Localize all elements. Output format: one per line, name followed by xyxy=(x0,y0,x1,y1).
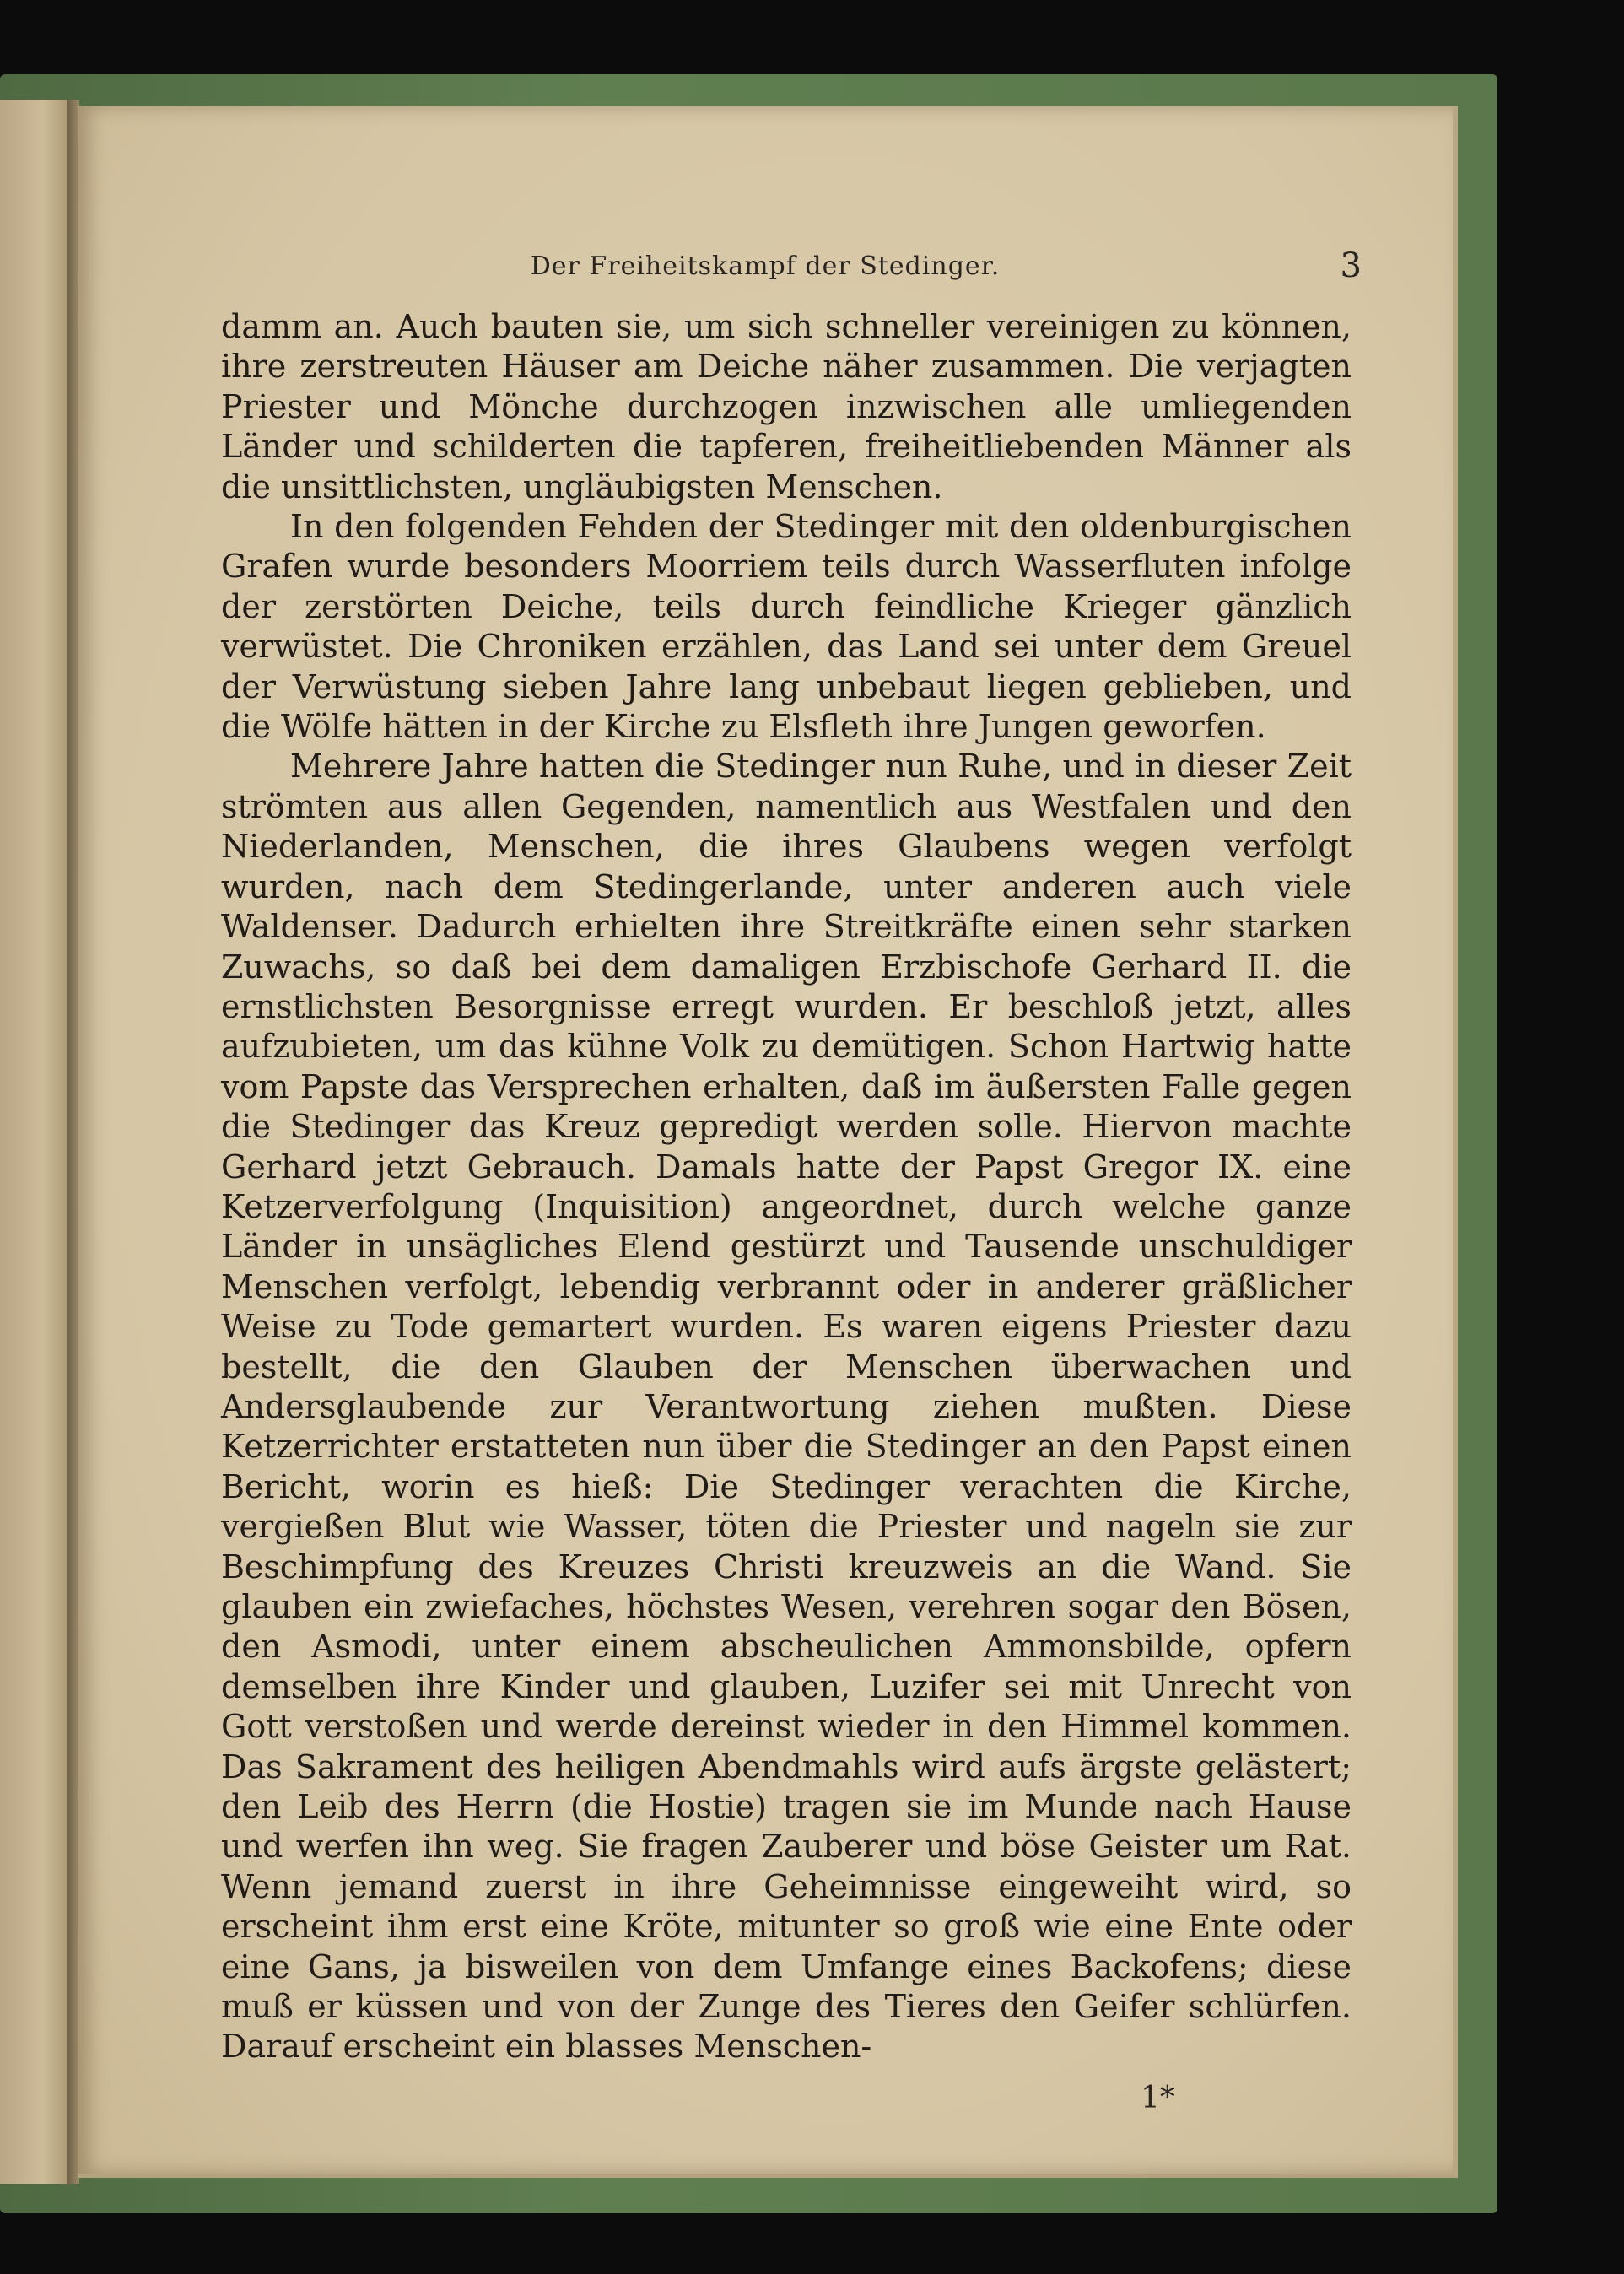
running-title: Der Freiheitskampf der Stedinger. xyxy=(530,251,1001,281)
paragraph-3: Mehrere Jahre hatten die Stedinger nun Ruhe, und in dieser Zeit strömten aus allen Gegenden, namentlich aus Westfalen und den Niederlanden, Menschen, die ihres Glaubens wegen verfolgt wurden, nach dem Stedingerlande, unter anderen auch viele Waldenser. Dadurch erhielten ihre Streitkräfte einen sehr starken Zuwachs, so daß bei dem damaligen Erzbischofe Gerhard II. die ernstlichsten Besorgnisse erregt wurden. Er beschloß jetzt, alles aufzubieten, um das kühne Volk zu demütigen. Schon Hartwig hatte vom Papste das Versprechen erhalten, daß im äußersten Falle gegen die Stedinger das Kreuz gepredigt werden solle. Hiervon machte Gerhard jetzt Gebrauch. Damals hatte der Papst Gregor IX. eine Ketzerverfolgung (Inquisition) angeordnet, durch welche ganze Länder in unsägliches Elend gestürzt und Tausende unschuldiger Menschen verfolgt, lebendig verbrannt oder in anderer gräßlicher Weise zu Tode gemartert wurden. Es waren eigens Priester dazu bestellt, die den Glauben der Menschen überwachen und Andersglaubende zur Verantwortung ziehen mußten. Diese Ketzerrichter erstatteten nun über die Stedinger an den Papst einen Bericht, worin es hieß: Die Stedinger verachten die Kirche, vergießen Blut wie Wasser, töten die Priester und nageln sie zur Beschimpfung des Kreuzes Christi kreuzweis an die Wand. Sie glauben ein zwiefaches, höchstes Wesen, verehren sogar den Bösen, den Asmodi, unter einem abscheulichen Ammonsbilde, opfern demselben ihre Kinder und glauben, Luzifer sei mit Unrecht von Gott verstoßen und werde dereinst wieder in den Himmel kommen. Das Sakrament des heiligen Abendmahls wird aufs ärgste gelästert; den Leib des Herrn (die Hostie) tragen sie im Munde nach Hause und werfen ihn weg. Sie fragen Zauberer und böse Geister um Rat. Wenn jemand zuerst in ihre Geheimnisse eingeweiht wird, so erscheint ihm erst eine Kröte, mitunter so groß wie eine Ente oder eine Gans, ja bisweilen von dem Umfange eines Backofens; diese muß er küssen und von der Zunge des Tieres den Geifer schlürfen. Darauf erscheint ein blasses Menschen- xyxy=(221,748,1352,2066)
paragraph-1: damm an. Auch bauten sie, um sich schneller vereinigen zu können, ihre zerstreuten Häuser am Deiche näher zusammen. Die verjagten Priester und Mönche durchzogen inzwischen alle umliegenden Länder und schilderten die tapferen, freiheitliebenden Männer als die unsittlichsten, ungläubigsten Menschen. xyxy=(221,308,1352,505)
page-number: 3 xyxy=(1340,246,1362,285)
page xyxy=(78,106,1458,2178)
body-text xyxy=(221,307,1352,2067)
page-header xyxy=(78,246,1453,302)
left-page-edge xyxy=(0,100,73,2184)
signature-mark: 1* xyxy=(1141,2081,1175,2115)
paragraph-2: In den folgenden Fehden der Stedinger mit den oldenburgischen Grafen wurde besonders Moorriem teils durch Wasserfluten infolge der zerstörten Deiche, teils durch feindliche Krieger gänzlich verwüstet. Die Chroniken erzählen, das Land sei unter dem Greuel der Verwüstung sieben Jahre lang unbebaut liegen geblieben, und die Wölfe hätten in der Kirche zu Elsfleth ihre Jungen geworfen. xyxy=(221,508,1352,746)
